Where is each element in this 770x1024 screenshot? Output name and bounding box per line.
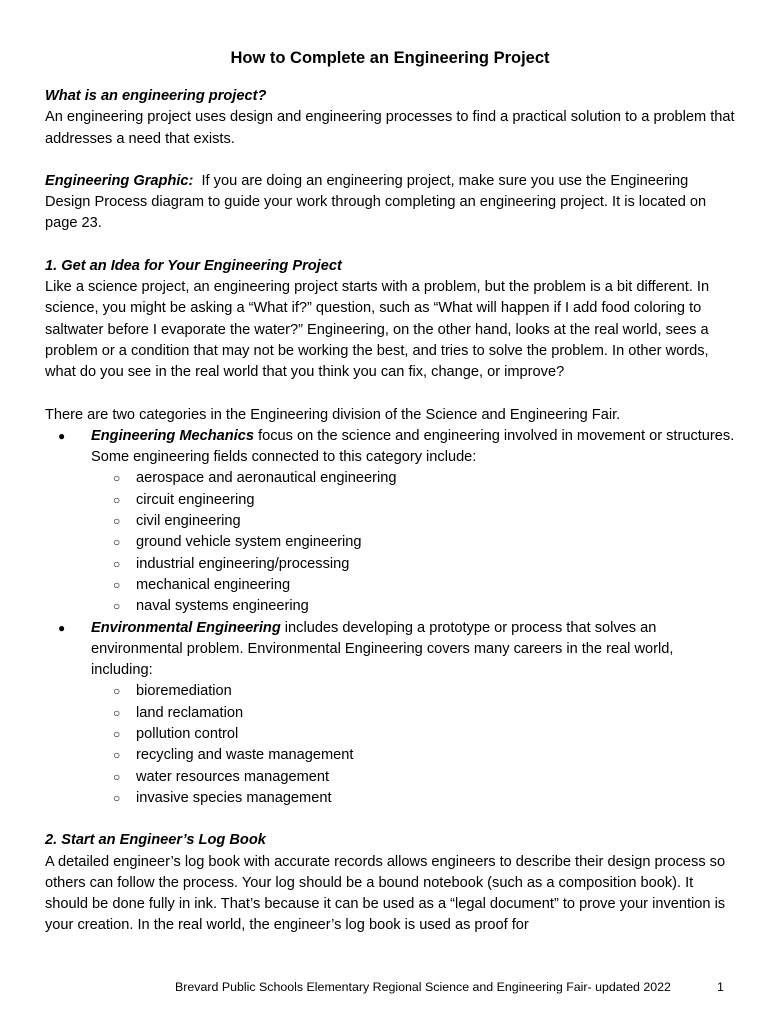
circle-bullet-icon: ○ — [113, 492, 121, 507]
page-title: How to Complete an Engineering Project — [230, 49, 550, 67]
circle-bullet-icon: ○ — [113, 769, 121, 784]
circle-bullet-icon: ○ — [113, 705, 121, 720]
section-what-is — [45, 86, 735, 150]
list-item: ○ aerospace and aeronautical engineering — [91, 468, 735, 489]
field-list — [91, 468, 735, 617]
category-item-environmental — [45, 618, 735, 810]
page-number: 1 — [717, 980, 724, 994]
category-desc: focus on the science and engineering involved in movement or structures. Some engineering fields connected to this category include: — [91, 427, 735, 466]
section-graphic — [45, 171, 735, 235]
step-2-body: A detailed engineer’s log book with accurate records allows engineers to describe their design process so others can follow the process. Your log should be a bound notebook (such as a composition book). It should be done fully in ink. That’s because it can be used as a “legal document” to prove your invention is your creation. In the real world, the engineer’s log book is used as proof for — [45, 853, 726, 934]
section-heading: What is an engineering project? — [45, 88, 267, 104]
bullet-icon: ● — [58, 620, 66, 635]
bullet-icon: ● — [58, 428, 66, 443]
circle-bullet-icon: ○ — [113, 535, 121, 550]
list-item: ○ circuit engineering — [91, 490, 735, 511]
circle-bullet-icon: ○ — [113, 471, 121, 486]
circle-bullet-icon: ○ — [113, 599, 121, 614]
circle-bullet-icon: ○ — [113, 684, 121, 699]
category-list — [45, 426, 735, 809]
graphic-body: If you are doing an engineering project, make sure you use the Engineering Design Process diagram to guide your work through completing an engineering project. It is located on page 23. — [45, 172, 711, 232]
list-item: ○ naval systems engineering — [91, 596, 735, 617]
list-item: ○ invasive species management — [91, 788, 735, 809]
circle-bullet-icon: ○ — [113, 790, 121, 805]
step-1-heading: 1. Get an Idea for Your Engineering Project — [45, 257, 342, 274]
graphic-label: Engineering Graphic: — [45, 172, 194, 189]
category-desc: includes developing a prototype or process that solves an environmental problem. Environmental Engineering covers many careers in the real world, including: — [91, 619, 674, 679]
section-categories — [45, 405, 735, 810]
circle-bullet-icon: ○ — [113, 514, 121, 529]
list-item: ○ land reclamation — [91, 703, 735, 724]
category-name: Engineering Mechanics — [91, 427, 255, 444]
section-step-2 — [45, 830, 735, 936]
list-item: ○ pollution control — [91, 724, 735, 745]
categories-intro: There are two categories in the Engineering division of the Science and Engineering Fair. — [45, 406, 621, 423]
section-step-1 — [45, 256, 735, 384]
list-item: ○ mechanical engineering — [91, 575, 735, 596]
category-name: Environmental Engineering — [91, 619, 281, 636]
list-item: ○ civil engineering — [91, 511, 735, 532]
circle-bullet-icon: ○ — [113, 556, 121, 571]
list-item: ○ industrial engineering/processing — [91, 554, 735, 575]
footer-text: Brevard Public Schools Elementary Regional Science and Engineering Fair- updated 2022 — [175, 980, 671, 994]
circle-bullet-icon: ○ — [113, 727, 121, 742]
field-list — [91, 681, 735, 809]
list-item: ○ bioremediation — [91, 681, 735, 702]
category-item-mechanics — [45, 426, 735, 618]
circle-bullet-icon: ○ — [113, 748, 121, 763]
circle-bullet-icon: ○ — [113, 577, 121, 592]
list-item: ○ recycling and waste management — [91, 745, 735, 766]
step-2-heading: 2. Start an Engineer’s Log Book — [45, 832, 266, 849]
section-body: An engineering project uses design and engineering processes to find a practical solution to a problem that addresses a need that exists. — [45, 109, 735, 147]
document-page — [45, 46, 735, 958]
list-item: ○ ground vehicle system engineering — [91, 532, 735, 553]
step-1-body: Like a science project, an engineering project starts with a problem, but the problem is a bit different. In science, you might be asking a “What if?” question, such as “What will happen if I add food coloring to saltwater before I evaporate the water?” Engineering, on the other hand, looks at the real world, sees a problem or a condition that may not be working the best, and tries to solve the problem. In other words, what do you see in the real world that you think you can fix, change, or improve? — [45, 279, 710, 381]
list-item: ○ water resources management — [91, 767, 735, 788]
